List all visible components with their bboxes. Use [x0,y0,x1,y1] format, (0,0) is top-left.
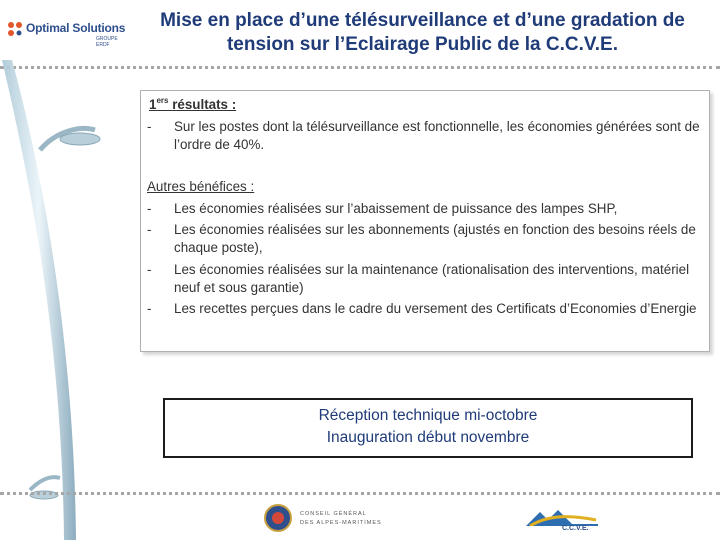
ccve-logo [526,508,598,534]
title-line-1: Mise en place d’une télésurveillance et d’une gradation de [160,10,685,31]
page-title [135,9,710,57]
logo-mark-icon [6,20,24,38]
results-heading: 1ers résultats : [149,96,237,112]
results-panel: 1ers résultats : - Sur les postes dont la télésurveillance est fonctionnelle, les économies générées sont de l’ordre de 40%. Autres bénéfices : - Les économies réalisées sur l’abaissement de puissance des lampes SHP, - Les économies réalisées sur les abonnements (ajustés en fonction des besoins réels de chaque poste), - Les économies réalisées sur la maintenance (rationalisation des interventions, matériel neuf et sous garantie) - Les recettes perçues dans le cadre du versement des Certificats d’Economies d’Energie [140,90,710,352]
optimal-solutions-logo [6,18,124,46]
milestone-line-2: Inauguration début novembre [326,429,530,446]
milestone-line-1: Réception technique mi-octobre [318,407,538,424]
ccve-label: C.C.V.E. [562,525,589,532]
conseil-general-name: CONSEIL GÉNÉRAL DES ALPES-MARITIMES [300,511,382,526]
conseil-general-crest-icon [263,503,293,533]
ccve-mountains-icon [526,508,598,526]
benefits-heading: Autres bénéfices : [147,179,255,194]
title-line-2: tension sur l’Eclairage Public de la C.C.V.E. [226,34,619,55]
bottom-divider [0,492,720,495]
milestones-box [163,398,693,458]
logo-name: Optimal Solutions [26,21,126,35]
street-lamp-illustration [0,60,160,540]
logo-subtitle: GROUPE ERDF [96,36,118,48]
